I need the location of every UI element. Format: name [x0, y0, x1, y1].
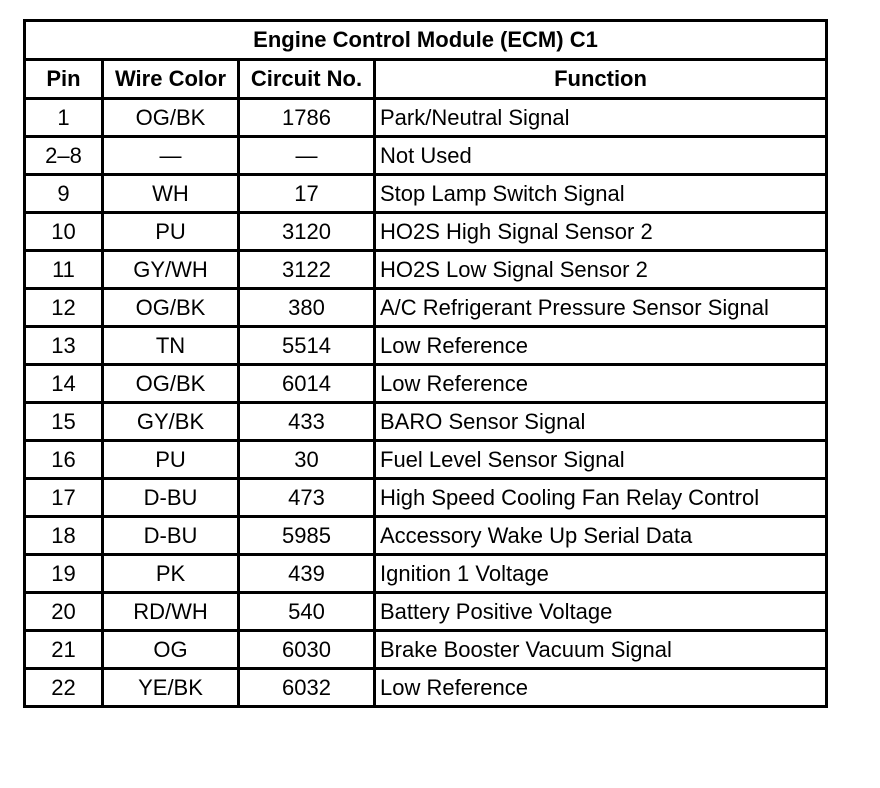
table-row [25, 593, 827, 631]
wire-color-cell: PU [103, 213, 239, 251]
function-cell: Stop Lamp Switch Signal [375, 175, 827, 213]
function-cell: Ignition 1 Voltage [375, 555, 827, 593]
table-row [25, 175, 827, 213]
table-row [25, 479, 827, 517]
wire-color-cell: GY/BK [103, 403, 239, 441]
function-cell: Park/Neutral Signal [375, 99, 827, 137]
pin-cell: 2–8 [25, 137, 103, 175]
wire-color-cell: YE/BK [103, 669, 239, 707]
function-cell: Low Reference [375, 327, 827, 365]
pin-cell: 17 [25, 479, 103, 517]
circuit-no-cell: 1786 [239, 99, 375, 137]
pin-cell: 20 [25, 593, 103, 631]
wire-color-cell: OG [103, 631, 239, 669]
pin-cell: 15 [25, 403, 103, 441]
pin-cell: 21 [25, 631, 103, 669]
wire-color-cell: PU [103, 441, 239, 479]
pin-cell: 19 [25, 555, 103, 593]
circuit-no-cell: 540 [239, 593, 375, 631]
wire-color-cell: D-BU [103, 517, 239, 555]
pin-cell: 11 [25, 251, 103, 289]
table-row [25, 403, 827, 441]
circuit-no-cell: 5985 [239, 517, 375, 555]
connector-pinout-table [23, 19, 828, 708]
table-row [25, 251, 827, 289]
table-title-row [25, 21, 827, 60]
table-row [25, 555, 827, 593]
table-row [25, 631, 827, 669]
table-row [25, 441, 827, 479]
pin-cell: 14 [25, 365, 103, 403]
header-function: Function [375, 60, 827, 99]
circuit-no-cell: 5514 [239, 327, 375, 365]
wire-color-cell: GY/WH [103, 251, 239, 289]
wire-color-cell: OG/BK [103, 289, 239, 327]
wire-color-cell: OG/BK [103, 365, 239, 403]
table-row [25, 99, 827, 137]
pin-cell: 9 [25, 175, 103, 213]
pin-cell: 22 [25, 669, 103, 707]
header-pin: Pin [25, 60, 103, 99]
pin-cell: 18 [25, 517, 103, 555]
function-cell: Accessory Wake Up Serial Data [375, 517, 827, 555]
function-cell: Brake Booster Vacuum Signal [375, 631, 827, 669]
function-cell: High Speed Cooling Fan Relay Control [375, 479, 827, 517]
pin-cell: 10 [25, 213, 103, 251]
circuit-no-cell: 3122 [239, 251, 375, 289]
header-wire-color: Wire Color [103, 60, 239, 99]
function-cell: HO2S High Signal Sensor 2 [375, 213, 827, 251]
function-cell: Battery Positive Voltage [375, 593, 827, 631]
function-cell: Not Used [375, 137, 827, 175]
table-title: Engine Control Module (ECM) C1 [25, 21, 827, 60]
pin-cell: 1 [25, 99, 103, 137]
wire-color-cell: — [103, 137, 239, 175]
table-row [25, 213, 827, 251]
wire-color-cell: TN [103, 327, 239, 365]
function-cell: BARO Sensor Signal [375, 403, 827, 441]
circuit-no-cell: 6030 [239, 631, 375, 669]
circuit-no-cell: 30 [239, 441, 375, 479]
wire-color-cell: RD/WH [103, 593, 239, 631]
table-row [25, 137, 827, 175]
pin-cell: 12 [25, 289, 103, 327]
circuit-no-cell: 6032 [239, 669, 375, 707]
circuit-no-cell: 473 [239, 479, 375, 517]
circuit-no-cell: 6014 [239, 365, 375, 403]
table-header-row [25, 60, 827, 99]
circuit-no-cell: 433 [239, 403, 375, 441]
connector-table-container [23, 19, 828, 708]
function-cell: Fuel Level Sensor Signal [375, 441, 827, 479]
wire-color-cell: WH [103, 175, 239, 213]
table-row [25, 327, 827, 365]
table-body [25, 99, 827, 707]
wire-color-cell: OG/BK [103, 99, 239, 137]
table-row [25, 517, 827, 555]
table-row [25, 365, 827, 403]
pin-cell: 13 [25, 327, 103, 365]
circuit-no-cell: 439 [239, 555, 375, 593]
table-row [25, 669, 827, 707]
function-cell: HO2S Low Signal Sensor 2 [375, 251, 827, 289]
header-circuit-no: Circuit No. [239, 60, 375, 99]
function-cell: A/C Refrigerant Pressure Sensor Signal [375, 289, 827, 327]
circuit-no-cell: 380 [239, 289, 375, 327]
table-row [25, 289, 827, 327]
function-cell: Low Reference [375, 669, 827, 707]
circuit-no-cell: 17 [239, 175, 375, 213]
wire-color-cell: PK [103, 555, 239, 593]
pin-cell: 16 [25, 441, 103, 479]
wire-color-cell: D-BU [103, 479, 239, 517]
circuit-no-cell: 3120 [239, 213, 375, 251]
circuit-no-cell: — [239, 137, 375, 175]
function-cell: Low Reference [375, 365, 827, 403]
